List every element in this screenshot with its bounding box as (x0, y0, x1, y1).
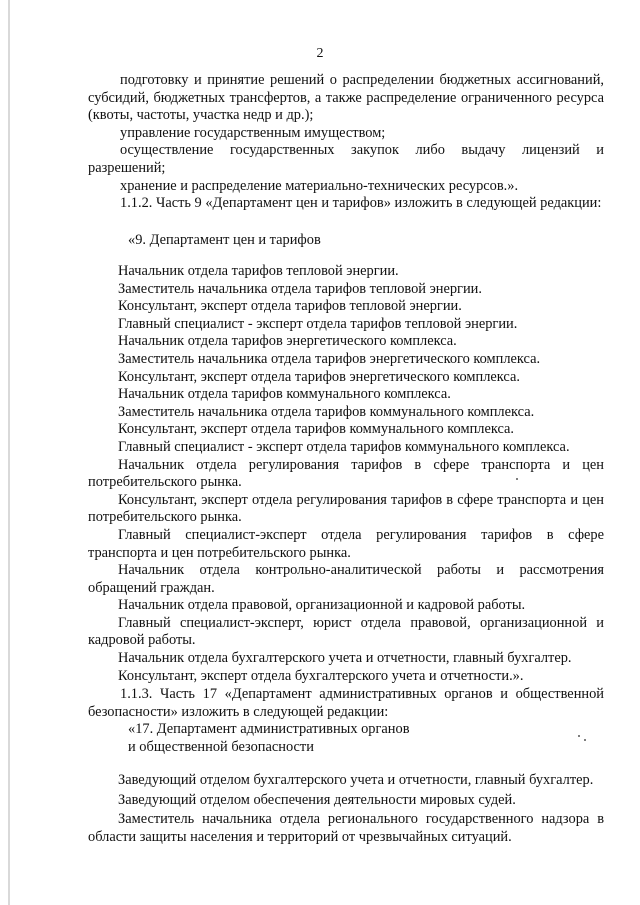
paragraph-property: управление государственным имуществом; (120, 124, 386, 141)
list-item: Заместитель начальника отдела тарифов коммунального комплекса. (118, 403, 535, 420)
list-item: Начальник отдела тарифов коммунального комплекса. (118, 386, 451, 403)
list-item: Начальник отдела бухгалтерского учета и отчетности, главный бухгалтер. (118, 650, 572, 667)
list-item: Начальник отдела регулирования тарифов в сфере транспорта и цен потребительского рынка. (88, 456, 604, 491)
list-item: Главный специалист-эксперт, юрист отдела правовой, организационной и кадровой работы. (88, 614, 604, 649)
section17-intro-block (88, 686, 604, 756)
paragraph-amendment-9: 1.1.2. Часть 9 «Департамент цен и тарифов» изложить в следующей редакции: (120, 195, 602, 212)
list-item: Заместитель начальника отдела тарифов тепловой энергии. (118, 280, 482, 297)
list-item: Главный специалист - эксперт отдела тарифов коммунального комплекса. (118, 438, 570, 455)
paragraph-budget: подготовку и принятие решений о распределении бюджетных ассигнований, субсидий, бюджетных трансфертов, а также распределение ограниченного ресурса (квоты, частоты, участка недр и др.); (88, 72, 604, 124)
list-item: Консультант, эксперт отдела тарифов тепловой энергии. (118, 298, 462, 315)
scan-speck (516, 478, 518, 480)
list-item: Заместитель начальника отдела регионального государственного надзора в области защиты населения и территорий от чрезвычайных ситуаций. (88, 811, 604, 845)
scan-speck (578, 735, 580, 737)
section17-list (88, 772, 604, 846)
list-item: Консультант, эксперт отдела тарифов коммунального комплекса. (118, 421, 515, 438)
section17-heading-line1: «17. Департамент административных органов (128, 721, 410, 738)
list-item: Заместитель начальника отдела тарифов энергетического комплекса. (118, 350, 541, 367)
list-item: Главный специалист - эксперт отдела тарифов тепловой энергии. (118, 315, 518, 332)
list-item: Начальник отдела правовой, организационной и кадровой работы. (118, 597, 526, 614)
scan-speck (584, 739, 586, 741)
intro-block (88, 72, 604, 213)
section9-heading-block (88, 232, 604, 250)
section17-heading-line2: и общественной безопасности (128, 738, 314, 755)
list-item: Заведующий отделом бухгалтерского учета и отчетности, главный бухгалтер. (118, 772, 594, 788)
paragraph-procurement: осуществление государственных закупок либо выдачу лицензий и разрешений; (88, 142, 604, 176)
list-item: Главный специалист-эксперт отдела регулирования тарифов в сфере транспорта и цен потребительского рынка. (88, 526, 604, 561)
list-item: Консультант, эксперт отдела регулирования тарифов в сфере транспорта и цен потребительского рынка. (88, 491, 604, 526)
list-item: Заведующий отделом обеспечения деятельности мировых судей. (118, 791, 516, 808)
list-item: Начальник отдела контрольно-аналитической работы и рассмотрения обращений граждан. (88, 562, 604, 596)
section9-heading: «9. Департамент цен и тарифов (128, 232, 321, 248)
page-number: 2 (316, 46, 324, 61)
list-item: Начальник отдела тарифов энергетического комплекса. (118, 333, 457, 350)
section9-list (88, 263, 604, 685)
paragraph-amendment-17: 1.1.3. Часть 17 «Департамент административных органов и общественной безопасности» изложить в следующей редакции: (88, 686, 604, 720)
scan-edge-shadow (8, 0, 10, 905)
list-item: Консультант, эксперт отдела бухгалтерского учета и отчетности.». (118, 667, 524, 684)
list-item: Начальник отдела тарифов тепловой энергии. (118, 263, 399, 279)
paragraph-storage: хранение и распределение материально-технических ресурсов.». (120, 177, 519, 194)
list-item: Консультант, эксперт отдела тарифов энергетического комплекса. (118, 368, 520, 385)
